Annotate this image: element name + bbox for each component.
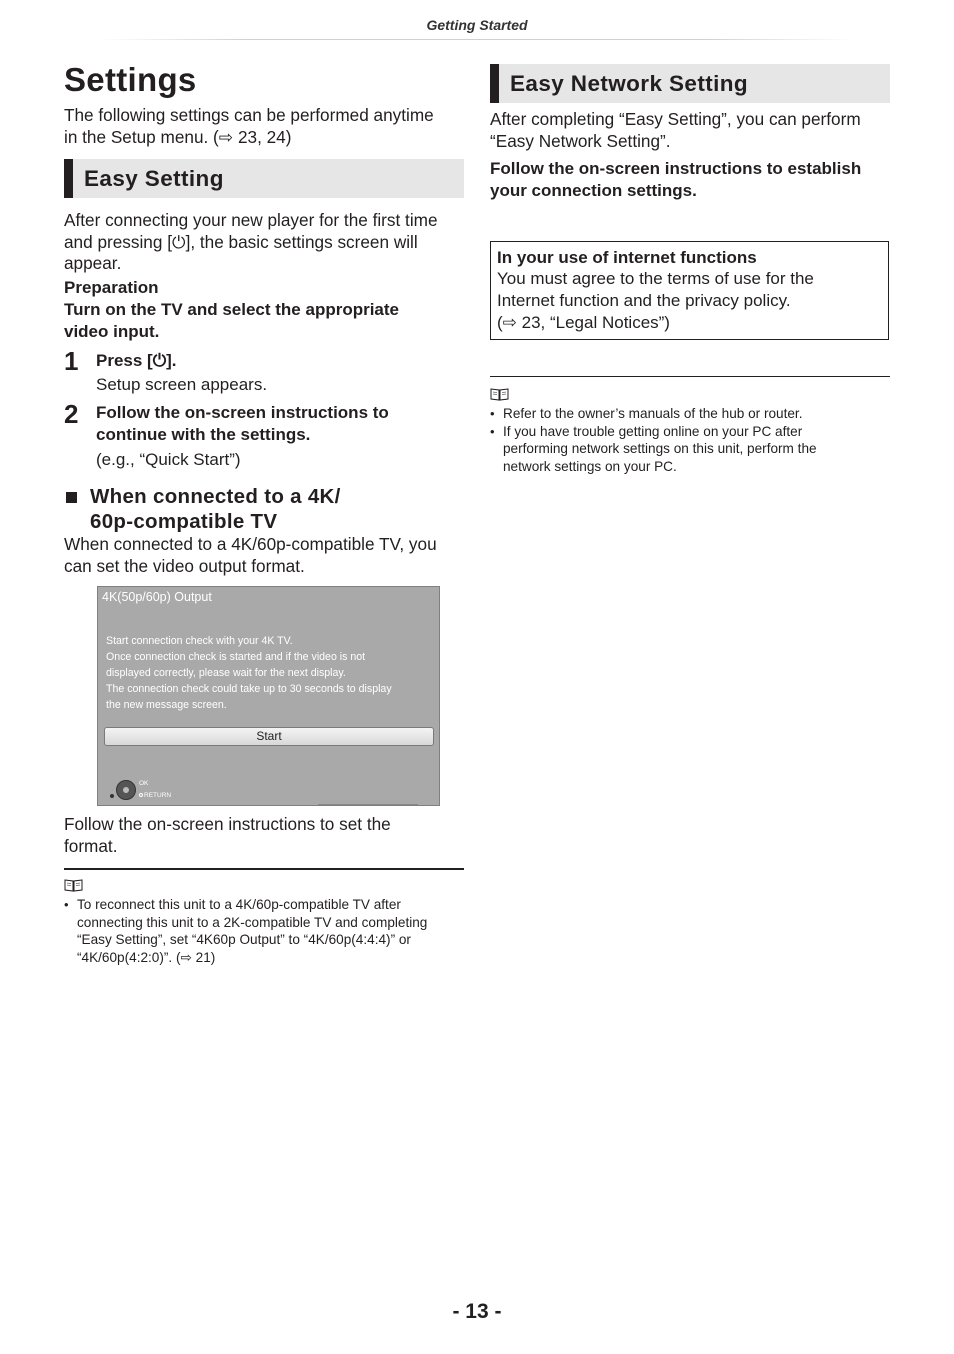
step-2-sub: (e.g., “Quick Start”) (96, 449, 241, 469)
screen-return-label (139, 792, 171, 799)
note-book-icon (64, 879, 82, 892)
easy-setting-para-2: and pressing [⏻], the basic settings screen will (64, 231, 418, 252)
network-bold-2: your connection settings. (490, 181, 697, 201)
screen-message-line-4: The connection check could take up to 30 seconds to display (106, 683, 392, 696)
square-bullet-icon (66, 492, 77, 503)
info-box-title: In your use of internet functions (497, 248, 757, 268)
internet-functions-box (490, 241, 889, 340)
left-note-line-4: “4K/60p(4:2:0)”. (⇨ 21) (77, 949, 216, 965)
step-2 (64, 398, 464, 471)
network-para-1: After completing “Easy Setting”, you can perform (490, 109, 861, 129)
info-box-line-2: Internet function and the privacy policy. (497, 291, 791, 311)
info-box-line-1: You must agree to the terms of use for the (497, 269, 814, 289)
right-note-2-line-1: • If you have trouble getting online on your PC after (503, 423, 803, 439)
easy-setting-para-3: appear. (64, 253, 122, 274)
setup-screen-illustration (97, 586, 440, 806)
screen-start-button: Start (104, 727, 434, 746)
left-note-line-2: connecting this unit to a 2K-compatible TV and completing (77, 914, 428, 930)
left-notes-list (64, 896, 464, 966)
screen-message (106, 633, 431, 713)
easy-setting-heading: Easy Setting (84, 165, 224, 191)
step-1-number: 1 (64, 345, 79, 376)
header-rule (100, 39, 854, 40)
preparation-line-2: video input. (64, 321, 160, 341)
screen-indicator-dot (110, 794, 114, 798)
easy-setting-para-1: After connecting your new player for the first time (64, 210, 438, 231)
subsection-para-1: When connected to a 4K/60p-compatible TV, you (64, 533, 437, 554)
easy-network-heading-bar (490, 64, 890, 103)
screen-return-text: RETURN (144, 792, 172, 800)
easy-setting-heading-bar (64, 159, 464, 198)
list-item (64, 896, 464, 966)
list-item (490, 405, 890, 423)
screen-bottom-line (318, 804, 418, 805)
step-2-title-line-1: Follow the on-screen instructions to (96, 402, 389, 422)
left-note-rule (64, 868, 464, 870)
intro-line-1: The following settings can be performed anytime (64, 105, 434, 125)
running-head: Getting Started (426, 17, 528, 33)
screen-message-line-1: Start connection check with your 4K TV. (106, 635, 293, 648)
follow-line-1: Follow the on-screen instructions to set the (64, 814, 391, 835)
subsection-heading-line-2: 60p-compatible TV (90, 509, 278, 533)
follow-line-2: format. (64, 835, 118, 856)
intro-line-2: in the Setup menu. (⇨ 23, 24) (64, 126, 292, 147)
network-para-2: “Easy Network Setting”. (490, 130, 671, 151)
right-note-2-line-2: performing network settings on this unit, perform the (503, 441, 817, 457)
screen-ok-label: OK (139, 780, 149, 788)
screen-title: 4K(50p/60p) Output (102, 590, 212, 605)
right-note-1-line-1: • Refer to the owner’s manuals of the hub or router. (503, 406, 803, 422)
right-notes-list (490, 405, 890, 475)
right-note-2-line-3: network settings on your PC. (503, 458, 677, 474)
preparation-label: Preparation (64, 277, 159, 297)
page-number: - 13 - (452, 1300, 502, 1323)
step-1-sub: Setup screen appears. (96, 374, 268, 394)
return-dot-icon (139, 793, 143, 797)
step-1 (64, 345, 464, 396)
info-box-line-3: (⇨ 23, “Legal Notices”) (497, 313, 670, 333)
screen-message-line-5: the new message screen. (106, 699, 227, 712)
subsection-heading (64, 484, 464, 534)
note-book-icon (490, 388, 508, 401)
remote-control-icon (116, 780, 136, 800)
screen-message-line-3: displayed correctly, please wait for the next display. (106, 667, 346, 680)
step-2-number: 2 (64, 398, 79, 429)
left-note-line-1: • To reconnect this unit to a 4K/60p-compatible TV after (77, 897, 401, 913)
screen-message-line-2: Once connection check is started and if the video is not (106, 651, 366, 664)
subsection-heading-line-1: When connected to a 4K/ (90, 484, 341, 508)
easy-network-heading: Easy Network Setting (510, 70, 749, 96)
step-2-title-line-2: continue with the settings. (96, 424, 311, 444)
list-item (490, 423, 890, 476)
left-column (64, 58, 464, 966)
left-note-line-3: “Easy Setting”, set “4K60p Output” to “4K/60p(4:4:4)” or (77, 932, 411, 948)
preparation-line-1: Turn on the TV and select the appropriate (64, 299, 400, 319)
right-column (490, 64, 890, 475)
step-1-title: Press [⏻]. (96, 350, 177, 370)
right-note-rule (490, 376, 890, 377)
page-title: Settings (64, 61, 197, 98)
subsection-para-2: can set the video output format. (64, 555, 305, 576)
network-bold-1: Follow the on-screen instructions to establish (490, 159, 862, 179)
